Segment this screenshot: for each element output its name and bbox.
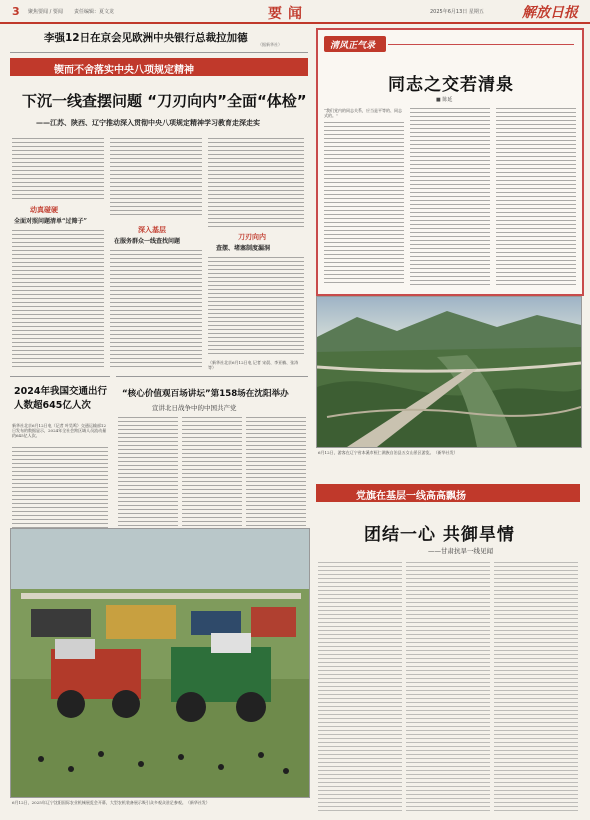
section-banner-left-text: 锲而不舍落实中央八项规定精神 xyxy=(54,65,194,76)
article-text-col2 xyxy=(110,138,202,218)
column-paragraph-1: “我们党内的同志关系，应当是平等的、同志式的。” xyxy=(324,108,403,118)
column-headline[interactable]: 同志之交若清泉 xyxy=(388,75,514,95)
lecture-text-col1 xyxy=(118,417,178,527)
lecture-headline[interactable]: “核心价值观百场讲坛”第158场在沈阳举办 xyxy=(122,389,289,399)
transport-lead: 新华社北京6月12日电（记者 叶昊鸣）交通运输部12日发布的数据显示，2024年全社会跨区域人员流动量约645亿人次。 xyxy=(12,423,107,438)
farm-machinery-photo xyxy=(10,528,310,798)
page-title: 要闻 xyxy=(268,6,308,22)
section-banner-left xyxy=(10,58,308,76)
drought-text-col3 xyxy=(494,562,578,812)
farm-machinery-image xyxy=(11,529,309,797)
lecture-text-col2 xyxy=(182,417,242,527)
section-banner-right xyxy=(316,484,580,502)
drought-article xyxy=(316,506,580,816)
drought-subhead: ——甘肃抗旱一线见闻 xyxy=(428,547,493,555)
column-badge xyxy=(324,36,386,52)
section-heading-3b: 查摆、堵塞制度漏洞 xyxy=(216,245,271,252)
page-number: 3 xyxy=(12,5,20,18)
column-text-col2 xyxy=(410,108,490,286)
farm-photo-caption: 6月12日，2025年辽宁沈阳国际农业机械展览会开幕，大型农机装备展示吸引众多观众驻足参观。（新华社发） xyxy=(12,800,210,805)
transport-headline[interactable]: 2024年我国交通出行人数超645亿人次 xyxy=(14,386,107,411)
landscape-photo-caption: 6月12日，游客在辽宁省本溪市桓仁满族自治县五女山景区游览。（新华社发） xyxy=(318,450,458,455)
paper-logo: 解放日报 xyxy=(522,5,578,21)
drought-headline[interactable]: 团结一心 共御旱情 xyxy=(364,525,515,545)
masthead xyxy=(0,0,590,24)
article-text-col3b xyxy=(208,257,304,357)
landscape-photo-image xyxy=(317,297,581,447)
column-author: ■ 陈延 xyxy=(436,97,453,103)
main-article-byline: （新华社北京6月12日电 记者 宋晨、李亚楠、张涛 等） xyxy=(208,360,299,370)
section-heading-3: 刀刃向内 xyxy=(238,232,266,241)
lecture-subhead: 宣讲北日战争中的中国共产党 xyxy=(152,404,237,412)
main-article-subhead: ——江苏、陕西、辽宁推动深入贯彻中央八项规定精神学习教育走深走实 xyxy=(36,119,260,127)
top-story xyxy=(10,26,308,53)
section-heading-1: 动真碰硬 xyxy=(30,205,58,214)
editor-label: 责任编辑：夏文龙 xyxy=(74,9,115,15)
section-heading-2b: 在服务群众一线查找问题 xyxy=(114,238,181,245)
column-text-col3 xyxy=(496,108,576,286)
lecture-text-col3 xyxy=(246,417,306,527)
top-story-headline[interactable]: 李强12日在京会见欧洲中央银行总裁拉加德 xyxy=(44,32,248,44)
article-text-col1 xyxy=(12,138,104,202)
top-story-tag: （据新华社） xyxy=(258,42,282,47)
drought-text-col1 xyxy=(318,562,402,812)
section-label: 聚焦要闻 / 要闻 xyxy=(28,9,63,15)
column-badge-text: 清风正气录 xyxy=(330,41,376,51)
section-heading-2: 深入基层 xyxy=(138,225,166,234)
lecture-article xyxy=(116,376,308,527)
drought-text-col2 xyxy=(406,562,490,812)
article-text-col3 xyxy=(208,138,304,228)
column-divider xyxy=(388,44,574,45)
landscape-photo xyxy=(316,296,582,448)
issue-date: 2025年6月13日 星期五 xyxy=(430,9,484,15)
section-heading-1b: 全面对照问题清单“过筛子” xyxy=(14,218,87,225)
main-article xyxy=(10,80,308,370)
article-text-col2b xyxy=(110,250,202,370)
article-text-col1b xyxy=(12,230,104,370)
column-text-col1 xyxy=(324,122,404,286)
section-banner-right-text: 党旗在基层一线高高飘扬 xyxy=(356,491,466,502)
column-box xyxy=(316,28,584,296)
main-article-headline[interactable]: 下沉一线查摆问题 “刀刃向内”全面“体检” xyxy=(22,92,307,110)
